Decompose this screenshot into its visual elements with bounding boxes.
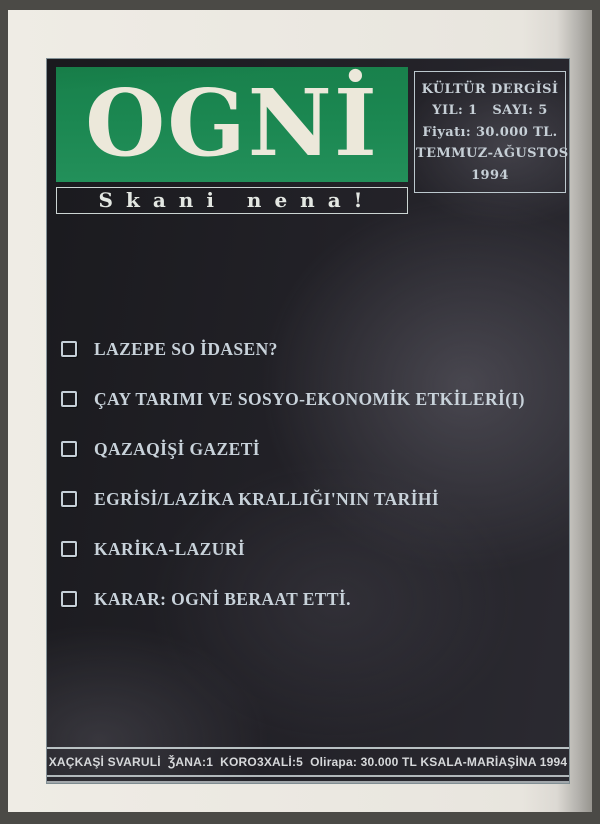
info-magazine-type: KÜLTÜR DERGİSİ <box>421 81 559 97</box>
tagline-strip <box>56 187 408 214</box>
footer-imprint-text: XAÇKAŞİ SVARULİ ǮANA:1 KORO3XALİ:5 Olirapa: 30.000 TL KSALA-MARİAŞİNA 1994 <box>48 755 568 769</box>
info-months: TEMMUZ-AĞUSTOS <box>416 146 569 161</box>
issue-info-box <box>414 71 569 193</box>
list-item-label: LAZEPE SO İDASEN? <box>94 338 278 359</box>
info-publication-year: 1994 <box>471 167 509 183</box>
magazine-title: OGNİ <box>85 69 379 177</box>
list-item-label: ÇAY TARIMI VE SOSYO-EKONOMİK ETKİLERİ(I) <box>94 388 525 409</box>
info-year-issue: YIL: 1 SAYI: 5 <box>432 103 548 118</box>
list-item <box>61 474 561 524</box>
checkbox-bullet-icon <box>61 591 77 607</box>
list-item <box>61 324 561 374</box>
checkbox-bullet-icon <box>61 441 77 457</box>
tagline-text: Skani nena! <box>98 188 376 212</box>
magazine-paper-page <box>8 10 592 812</box>
list-item-label: KARAR: OGNİ BERAAT ETTİ. <box>94 588 351 609</box>
list-item-label: QAZAQİŞİ GAZETİ <box>94 438 260 459</box>
footer-underline-rule <box>47 781 569 783</box>
contents-list <box>61 324 561 624</box>
list-item <box>61 424 561 474</box>
masthead-logo-box <box>56 67 408 182</box>
list-item-label: EGRİSİ/LAZİKA KRALLIĞI'NIN TARİHİ <box>94 488 440 509</box>
list-item <box>61 574 561 624</box>
info-price: Fiyatı: 30.000 TL. <box>422 124 558 140</box>
checkbox-bullet-icon <box>61 491 77 507</box>
magazine-cover <box>46 58 570 784</box>
list-item-label: KARİKA-LAZURİ <box>94 538 246 559</box>
footer-bar <box>47 747 569 777</box>
checkbox-bullet-icon <box>61 541 77 557</box>
checkbox-bullet-icon <box>61 391 77 407</box>
list-item <box>61 524 561 574</box>
checkbox-bullet-icon <box>61 341 77 357</box>
list-item <box>61 374 561 424</box>
